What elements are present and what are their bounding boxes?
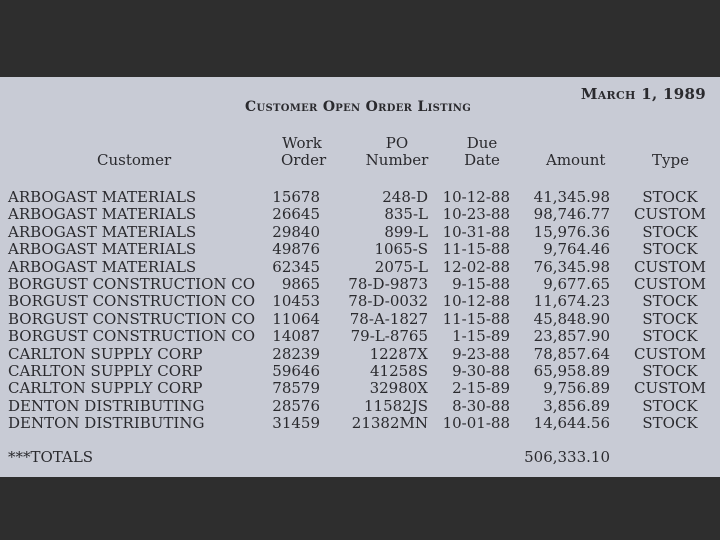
- work-order-cell: 9865: [281, 275, 320, 293]
- type-cell: STOCK: [642, 327, 698, 346]
- customer-cell: ARBOGAST MATERIALS: [8, 188, 197, 206]
- header-line: PO: [385, 134, 409, 152]
- table-row: [0, 380, 720, 397]
- customer-cell: DENTON DISTRIBUTING: [8, 396, 205, 415]
- work-order-cell: 14087: [272, 327, 320, 346]
- amount-cell: 3,856.89: [543, 396, 610, 415]
- customer-cell: CARLTON SUPPLY CORP: [8, 344, 203, 363]
- due-date-cell: 2-15-89: [452, 379, 510, 398]
- amount-cell: 9,677.65: [543, 275, 610, 293]
- due-date-cell: 8-30-88: [452, 396, 510, 415]
- type-cell: STOCK: [642, 222, 698, 241]
- customer-cell: CARLTON SUPPLY CORP: [8, 362, 203, 380]
- header-line: Work: [282, 134, 322, 152]
- po-number-cell: 78-D-9873: [348, 275, 428, 293]
- work-order-cell: 26645: [272, 205, 320, 224]
- amount-cell: 45,848.90: [533, 309, 610, 328]
- work-order-cell: 11064: [272, 309, 320, 328]
- due-date-cell: 10-12-88: [442, 188, 510, 206]
- header-customer: Customer: [97, 151, 172, 169]
- amount-cell: 23,857.90: [533, 327, 610, 346]
- table-row: [0, 189, 720, 206]
- due-date-cell: 12-02-88: [442, 257, 510, 276]
- header-type: Type: [652, 151, 689, 169]
- amount-cell: 9,764.46: [543, 240, 610, 259]
- customer-cell: CARLTON SUPPLY CORP: [8, 379, 203, 398]
- table-row: [0, 346, 720, 363]
- po-number-cell: 41258S: [370, 362, 428, 380]
- po-number-cell: 2075-L: [374, 257, 428, 276]
- due-date-cell: 9-23-88: [452, 344, 510, 363]
- po-number-cell: 21382MN: [351, 414, 428, 433]
- type-cell: STOCK: [642, 188, 698, 206]
- table-row: [0, 328, 720, 345]
- work-order-cell: 31459: [272, 414, 320, 433]
- type-cell: CUSTOM: [633, 344, 707, 363]
- po-number-cell: 11582JS: [363, 396, 428, 415]
- work-order-cell: 28239: [272, 344, 320, 363]
- header-line: Number: [365, 151, 429, 169]
- customer-cell: BORGUST CONSTRUCTION CO: [8, 327, 256, 346]
- header-line: Order: [281, 151, 327, 169]
- header-work-order: [281, 134, 327, 169]
- work-order-cell: 15678: [272, 188, 320, 206]
- due-date-cell: 1-15-89: [452, 327, 510, 346]
- due-date-cell: 11-15-88: [442, 240, 510, 259]
- po-number-cell: 899-L: [384, 222, 428, 241]
- customer-cell: ARBOGAST MATERIALS: [8, 205, 197, 224]
- customer-cell: BORGUST CONSTRUCTION CO: [8, 275, 256, 293]
- amount-cell: 98,746.77: [533, 205, 610, 224]
- type-cell: STOCK: [642, 292, 698, 311]
- amount-cell: 76,345.98: [533, 257, 610, 276]
- header-po-number: [362, 135, 432, 169]
- type-cell: STOCK: [642, 396, 698, 415]
- customer-cell: DENTON DISTRIBUTING: [8, 414, 205, 433]
- amount-cell: 9,756.89: [543, 379, 610, 398]
- work-order-cell: 62345: [272, 257, 320, 276]
- table-row: [0, 276, 720, 293]
- work-order-cell: 28576: [272, 396, 320, 415]
- work-order-cell: 29840: [272, 222, 320, 241]
- totals-amount: 506,333.10: [524, 448, 610, 466]
- work-order-cell: 78579: [272, 379, 320, 398]
- type-cell: CUSTOM: [633, 205, 707, 224]
- due-date-cell: 9-30-88: [452, 362, 510, 380]
- amount-cell: 65,958.89: [533, 362, 610, 380]
- type-cell: CUSTOM: [633, 379, 707, 398]
- totals-label: ***TOTALS: [8, 448, 94, 466]
- amount-cell: 14,644.56: [533, 414, 610, 433]
- customer-cell: ARBOGAST MATERIALS: [8, 222, 197, 241]
- type-cell: STOCK: [642, 240, 698, 259]
- due-date-cell: 11-15-88: [442, 309, 510, 328]
- table-row: [0, 363, 720, 380]
- type-cell: STOCK: [642, 414, 698, 433]
- due-date-cell: 10-01-88: [442, 414, 510, 433]
- po-number-cell: 32980X: [369, 379, 428, 398]
- work-order-cell: 10453: [272, 292, 320, 311]
- header-line: Due: [466, 134, 498, 152]
- type-cell: CUSTOM: [633, 275, 707, 293]
- po-number-cell: 78-D-0032: [348, 292, 428, 311]
- amount-cell: 15,976.36: [533, 222, 610, 241]
- amount-cell: 11,674.23: [533, 292, 610, 311]
- header-amount: Amount: [546, 151, 606, 169]
- due-date-cell: 10-31-88: [442, 222, 510, 241]
- due-date-cell: 9-15-88: [452, 275, 510, 293]
- table-row: [0, 206, 720, 223]
- type-cell: STOCK: [642, 309, 698, 328]
- work-order-cell: 59646: [272, 362, 320, 380]
- po-number-cell: 78-A-1827: [349, 309, 428, 328]
- report-page: [0, 77, 720, 477]
- po-number-cell: 248-D: [382, 188, 428, 206]
- totals-row: [0, 449, 720, 466]
- report-date: March 1, 1989: [580, 85, 706, 103]
- table-row: [0, 293, 720, 310]
- type-cell: STOCK: [642, 362, 698, 380]
- amount-cell: 78,857.64: [533, 344, 610, 363]
- report-title: Customer Open Order Listing: [245, 99, 472, 115]
- customer-cell: ARBOGAST MATERIALS: [8, 240, 197, 259]
- table-row: [0, 415, 720, 432]
- po-number-cell: 12287X: [369, 344, 428, 363]
- customer-cell: BORGUST CONSTRUCTION CO: [8, 292, 256, 311]
- due-date-cell: 10-12-88: [442, 292, 510, 311]
- customer-cell: ARBOGAST MATERIALS: [8, 257, 197, 276]
- table-row: [0, 259, 720, 276]
- header-line: Date: [464, 151, 500, 169]
- due-date-cell: 10-23-88: [442, 205, 510, 224]
- work-order-cell: 49876: [272, 240, 320, 259]
- type-cell: CUSTOM: [633, 257, 707, 276]
- table-row: [0, 241, 720, 258]
- table-row: [0, 224, 720, 241]
- table-row: [0, 398, 720, 415]
- header-due-date: [462, 135, 502, 169]
- po-number-cell: 1065-S: [374, 240, 428, 259]
- table-row: [0, 311, 720, 328]
- po-number-cell: 79-L-8765: [350, 327, 428, 346]
- amount-cell: 41,345.98: [533, 188, 610, 206]
- po-number-cell: 835-L: [384, 205, 428, 224]
- customer-cell: BORGUST CONSTRUCTION CO: [8, 309, 256, 328]
